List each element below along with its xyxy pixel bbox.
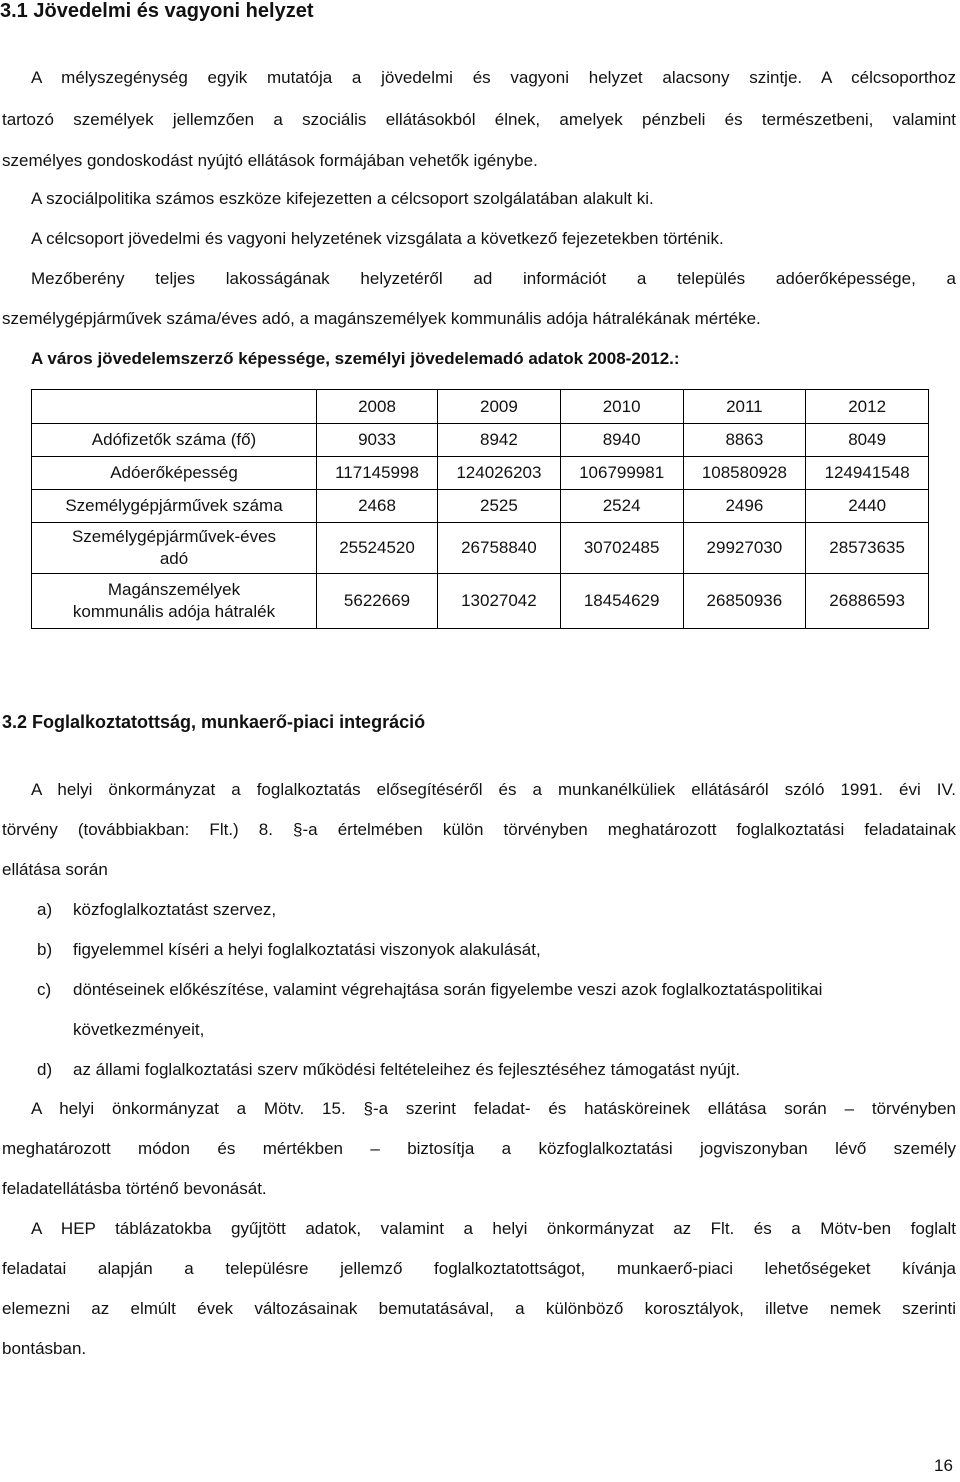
- year-header: 2010: [560, 390, 683, 424]
- cell: 108580928: [683, 457, 806, 490]
- table-header-empty: [32, 390, 317, 424]
- table-row: [32, 457, 929, 490]
- paragraph: A szociálpolitika számos eszköze kifejezetten a célcsoport szolgálatában alakult ki.: [31, 189, 654, 208]
- row-label-line: Magánszemélyek: [107, 580, 241, 599]
- cell: 26886593: [806, 574, 929, 629]
- row-label-line: kommunális adója hátralék: [72, 602, 276, 621]
- year-header: 2011: [683, 390, 806, 424]
- page-number: 16: [934, 1456, 953, 1475]
- paragraph-line: törvény (továbbiakban: Flt.) 8. §-a értelmében külön törvényben meghatározott foglalkoztatási feladatainak: [2, 820, 956, 839]
- cell: 8940: [560, 424, 683, 457]
- list-item: döntéseinek előkészítése, valamint végrehajtása során figyelembe veszi azok foglalkoztatáspolitikai: [73, 980, 823, 999]
- list-item: közfoglalkoztatást szervez,: [73, 900, 277, 919]
- cell: 117145998: [317, 457, 438, 490]
- row-label-line: adó: [159, 549, 189, 568]
- list-letter: c): [37, 980, 52, 999]
- year-header: 2012: [806, 390, 929, 424]
- cell: 124026203: [438, 457, 561, 490]
- table-row: [32, 424, 929, 457]
- list-item-continuation: következményeit,: [73, 1020, 205, 1039]
- paragraph-line: A helyi önkormányzat a Mötv. 15. §-a szerint feladat- és hatásköreinek ellátása során – törvényben: [31, 1099, 956, 1118]
- cell: 5622669: [317, 574, 438, 629]
- cell: 8863: [683, 424, 806, 457]
- list-letter: b): [37, 940, 53, 959]
- cell: 2496: [683, 490, 806, 523]
- table-row: [32, 523, 929, 574]
- cell: 124941548: [806, 457, 929, 490]
- table-header-row: [32, 390, 929, 424]
- section-title-3-2: 3.2 Foglalkoztatottság, munkaerő-piaci integráció: [2, 712, 426, 732]
- paragraph-line: meghatározott módon és mértékben – biztosítja a közfoglalkoztatási jogviszonyban lévő személy: [2, 1139, 956, 1158]
- list-letter: d): [37, 1060, 53, 1079]
- paragraph-line: személyes gondoskodást nyújtó ellátások formájában vehetők igénybe.: [2, 151, 538, 170]
- cell: 26850936: [683, 574, 806, 629]
- list-letter: a): [37, 900, 53, 919]
- cell: 106799981: [560, 457, 683, 490]
- paragraph-line: Mezőberény teljes lakosságának helyzetéről ad információt a település adóerőképessége, a: [31, 269, 956, 288]
- cell: 8942: [438, 424, 561, 457]
- row-label: Adófizetők száma (fő): [32, 424, 317, 457]
- table-row: [32, 490, 929, 523]
- paragraph-line: tartozó személyek jellemzően a szociális ellátásokból élnek, amelyek pénzbeli és természetbeni, valamint: [2, 110, 956, 129]
- list-item: az állami foglalkoztatási szerv működési feltételeihez és fejlesztéséhez támogatást nyújt.: [73, 1060, 741, 1079]
- paragraph-line: A HEP táblázatokba gyűjtött adatok, valamint a helyi önkormányzat az Flt. és a Mötv-ben foglalt: [31, 1219, 956, 1238]
- paragraph: A célcsoport jövedelmi és vagyoni helyzetének vizsgálata a következő fejezetekben történik.: [31, 229, 724, 248]
- paragraph-line: bontásban.: [2, 1339, 87, 1358]
- paragraph-line: A helyi önkormányzat a foglalkoztatás elősegítéséről és a munkanélküliek ellátásáról szóló 1991. évi IV.: [31, 780, 956, 799]
- table-row: [32, 574, 929, 629]
- list-item: figyelemmel kíséri a helyi foglalkoztatási viszonyok alakulását,: [73, 940, 541, 959]
- paragraph-line: feladatellátásba történő bevonását.: [2, 1179, 267, 1198]
- cell: 30702485: [560, 523, 683, 574]
- paragraph-line: feladatai alapján a településre jellemző foglalkoztatottságot, munkaerő-piaci lehetőségeket kívánja: [2, 1259, 956, 1278]
- cell: 2440: [806, 490, 929, 523]
- cell: 8049: [806, 424, 929, 457]
- row-label: [32, 574, 317, 629]
- year-header: 2008: [317, 390, 438, 424]
- cell: 29927030: [683, 523, 806, 574]
- cell: 2525: [438, 490, 561, 523]
- cell: 25524520: [317, 523, 438, 574]
- cell: 9033: [317, 424, 438, 457]
- row-label: Személygépjárművek száma: [32, 490, 317, 523]
- cell: 18454629: [560, 574, 683, 629]
- paragraph-line: személygépjárművek száma/éves adó, a magánszemélyek kommunális adója hátralékának mértéke.: [2, 309, 761, 328]
- row-label: [32, 523, 317, 574]
- cell: 13027042: [438, 574, 561, 629]
- section-title-3-1: 3.1 Jövedelmi és vagyoni helyzet: [0, 0, 314, 22]
- cell: 26758840: [438, 523, 561, 574]
- row-label-line: Személygépjárművek-éves: [71, 527, 277, 546]
- table-title: A város jövedelemszerző képessége, személyi jövedelemadó adatok 2008-2012.:: [31, 349, 680, 368]
- tax-data-table: [31, 389, 929, 629]
- year-header: 2009: [438, 390, 561, 424]
- paragraph-line: elemezni az elmúlt évek változásainak bemutatásával, a különböző korosztályok, illetve nemek szerinti: [2, 1299, 956, 1318]
- paragraph-line: A mélyszegénység egyik mutatója a jövedelmi és vagyoni helyzet alacsony szintje. A célcsoporthoz: [31, 68, 956, 87]
- cell: 2524: [560, 490, 683, 523]
- row-label: Adóerőképesség: [32, 457, 317, 490]
- cell: 28573635: [806, 523, 929, 574]
- cell: 2468: [317, 490, 438, 523]
- paragraph-line: ellátása során: [2, 860, 108, 879]
